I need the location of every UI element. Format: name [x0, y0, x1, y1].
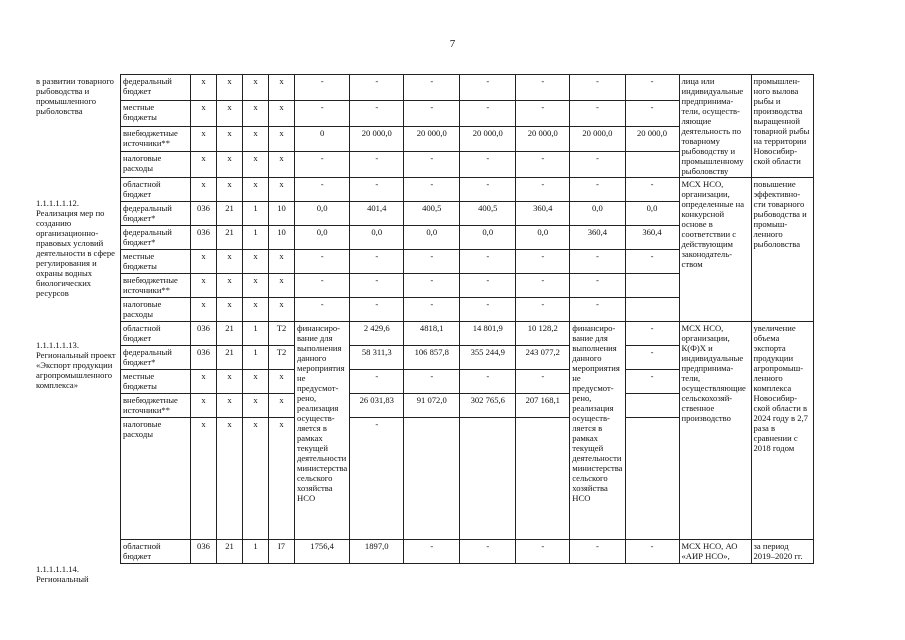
activity-cell: 1.1.1.1.1.13. Региональный проект «Экспорт продукции агропромышленного комплекса» — [36, 340, 116, 390]
value-cell: 20 000,0 — [570, 126, 625, 152]
value-cell: x — [217, 152, 243, 178]
value-cell: x — [269, 394, 295, 418]
value-cell: 400,5 — [404, 202, 460, 226]
value-cell: x — [269, 100, 295, 126]
value-cell: - — [295, 178, 350, 202]
value-cell: - — [625, 540, 679, 564]
value-cell: x — [217, 250, 243, 274]
value-cell: 1 — [243, 540, 269, 564]
value-cell — [625, 152, 679, 178]
value-cell: - — [350, 370, 404, 394]
result-cell: промышлен-ного вылова рыбы и производства выращенной товарной рыбы на территории Новосибир-ской области — [751, 75, 813, 178]
executor-cell: МСХ НСО, организации, К(Ф)Х и индивидуальные предпринима-тели, осуществляющие сельскохозяй-ственное производство — [679, 322, 751, 540]
value-cell: 4818,1 — [404, 322, 460, 346]
value-cell: 243 077,2 — [516, 346, 570, 370]
value-cell: x — [217, 126, 243, 152]
value-cell: 21 — [217, 322, 243, 346]
value-cell: - — [516, 152, 570, 178]
value-cell: 036 — [191, 202, 217, 226]
value-cell: - — [516, 178, 570, 202]
value-cell: - — [404, 274, 460, 298]
value-cell: x — [269, 298, 295, 322]
value-cell: - — [570, 298, 625, 322]
funding-source-cell: местные бюджеты — [121, 370, 191, 394]
value-cell: - — [570, 250, 625, 274]
value-cell: - — [404, 370, 460, 394]
funding-source-cell: налоговые расходы — [121, 418, 191, 540]
value-cell: x — [217, 178, 243, 202]
value-cell: - — [570, 152, 625, 178]
value-cell: 302 765,6 — [460, 394, 516, 418]
funding-source-cell: федеральный бюджет — [121, 75, 191, 101]
value-cell: - — [570, 274, 625, 298]
value-cell: x — [217, 418, 243, 540]
value-cell: - — [404, 100, 460, 126]
value-cell: 0,0 — [625, 202, 679, 226]
value-cell: - — [295, 152, 350, 178]
value-cell: x — [191, 100, 217, 126]
value-cell: - — [460, 250, 516, 274]
value-cell: - — [625, 322, 679, 346]
activity-cell: 1.1.1.1.1.14. Региональный — [36, 564, 89, 584]
value-cell: - — [516, 75, 570, 101]
funding-source-cell: налоговые расходы — [121, 298, 191, 322]
value-cell: 0,0 — [295, 226, 350, 250]
funding-source-cell: внебюджетные источники** — [121, 394, 191, 418]
table-row — [121, 75, 814, 101]
value-cell: 10 — [269, 226, 295, 250]
value-cell: - — [460, 100, 516, 126]
funding-source-cell: налоговые расходы — [121, 152, 191, 178]
value-cell: - — [295, 274, 350, 298]
value-cell: x — [243, 298, 269, 322]
value-cell: x — [191, 75, 217, 101]
value-cell: x — [191, 298, 217, 322]
value-cell: - — [404, 250, 460, 274]
value-cell: финансиро-вание для выполнения данного мероприятия не предусмот-рено, реализация осуществ-ляется в рамках текущей деятельности министерства сельского хозяйства НСО — [295, 322, 350, 540]
value-cell: 0,0 — [460, 226, 516, 250]
value-cell: 106 857,8 — [404, 346, 460, 370]
value-cell: x — [243, 178, 269, 202]
value-cell: x — [217, 75, 243, 101]
value-cell: 036 — [191, 226, 217, 250]
funding-source-cell: местные бюджеты — [121, 250, 191, 274]
value-cell: x — [269, 370, 295, 394]
page-number: 7 — [449, 38, 456, 50]
executor-cell: МСХ НСО, АО «АИР НСО», — [679, 540, 751, 564]
value-cell: - — [350, 250, 404, 274]
value-cell: - — [404, 75, 460, 101]
value-cell: 20 000,0 — [404, 126, 460, 152]
value-cell: 400,5 — [460, 202, 516, 226]
value-cell: 207 168,1 — [516, 394, 570, 418]
value-cell: 0,0 — [295, 202, 350, 226]
funding-source-cell: федеральный бюджет* — [121, 346, 191, 370]
value-cell: x — [269, 178, 295, 202]
value-cell: x — [243, 394, 269, 418]
result-cell: увеличение объема экспорта продукции агропромыш-ленного комплекса Новосибир-ской области в 2024 году в 2,7 раза в сравнении с 2018 годом — [751, 322, 813, 540]
value-cell — [625, 394, 679, 418]
value-cell: - — [404, 298, 460, 322]
value-cell: 2 429,6 — [350, 322, 404, 346]
executor-cell: МСХ НСО, организации, определенные на конкурсной основе в соответствии с действующим законодатель-ством — [679, 178, 751, 322]
value-cell: - — [460, 274, 516, 298]
value-cell: 1756,4 — [295, 540, 350, 564]
funding-source-cell: местные бюджеты — [121, 100, 191, 126]
value-cell: x — [269, 274, 295, 298]
table-row — [121, 178, 814, 202]
value-cell: x — [269, 126, 295, 152]
value-cell: 1 — [243, 226, 269, 250]
value-cell: x — [191, 152, 217, 178]
value-cell: 21 — [217, 226, 243, 250]
value-cell: x — [217, 100, 243, 126]
value-cell: - — [570, 100, 625, 126]
value-cell: x — [243, 75, 269, 101]
value-cell: - — [350, 274, 404, 298]
value-cell: - — [625, 100, 679, 126]
value-cell: 21 — [217, 540, 243, 564]
value-cell: - — [295, 250, 350, 274]
value-cell: I7 — [269, 540, 295, 564]
value-cell: - — [516, 298, 570, 322]
value-cell: 1897,0 — [350, 540, 404, 564]
value-cell: - — [295, 75, 350, 101]
value-cell: 036 — [191, 540, 217, 564]
result-cell: за период 2019–2020 гг. — [751, 540, 813, 564]
value-cell: 360,4 — [516, 202, 570, 226]
value-cell: 0 — [295, 126, 350, 152]
value-cell: 14 801,9 — [460, 322, 516, 346]
value-cell — [625, 298, 679, 322]
value-cell: x — [243, 152, 269, 178]
value-cell: - — [570, 540, 625, 564]
value-cell: x — [269, 418, 295, 540]
value-cell: 20 000,0 — [625, 126, 679, 152]
value-cell — [516, 418, 570, 540]
value-cell: - — [404, 152, 460, 178]
value-cell: x — [217, 274, 243, 298]
value-cell: 20 000,0 — [516, 126, 570, 152]
value-cell: x — [243, 100, 269, 126]
budget-table — [120, 74, 814, 564]
value-cell: - — [625, 250, 679, 274]
value-cell: - — [295, 298, 350, 322]
value-cell: - — [404, 540, 460, 564]
value-cell: - — [295, 100, 350, 126]
value-cell: 1 — [243, 202, 269, 226]
value-cell: - — [460, 298, 516, 322]
value-cell: x — [191, 178, 217, 202]
value-cell: - — [516, 274, 570, 298]
value-cell: 21 — [217, 202, 243, 226]
funding-source-cell: областной бюджет — [121, 178, 191, 202]
funding-source-cell: областной бюджет — [121, 322, 191, 346]
value-cell: финансиро-вание для выполнения данного мероприятия не предусмот-рено, реализация осуществ-ляется в рамках текущей деятельности министерства сельского хозяйства НСО — [570, 322, 625, 540]
value-cell: - — [625, 75, 679, 101]
value-cell: x — [217, 370, 243, 394]
value-cell: 401,4 — [350, 202, 404, 226]
value-cell: x — [191, 250, 217, 274]
value-cell: 0,0 — [570, 202, 625, 226]
value-cell: 58 311,3 — [350, 346, 404, 370]
value-cell: T2 — [269, 322, 295, 346]
value-cell: - — [350, 100, 404, 126]
value-cell: 360,4 — [625, 226, 679, 250]
table-row — [121, 540, 814, 564]
value-cell: - — [625, 370, 679, 394]
funding-source-cell: внебюджетные источники** — [121, 126, 191, 152]
value-cell — [404, 418, 460, 540]
value-cell: - — [625, 178, 679, 202]
value-cell: 91 072,0 — [404, 394, 460, 418]
funding-source-cell: областной бюджет — [121, 540, 191, 564]
value-cell: T2 — [269, 346, 295, 370]
value-cell: 036 — [191, 322, 217, 346]
value-cell: x — [191, 126, 217, 152]
value-cell: x — [243, 250, 269, 274]
activity-cell: в развитии товарного рыбоводства и промышленного рыболовства — [36, 76, 114, 116]
value-cell: 0,0 — [516, 226, 570, 250]
value-cell: x — [243, 126, 269, 152]
result-cell: повышение эффективно-сти товарного рыбоводства и промыш-ленного рыболовства — [751, 178, 813, 322]
value-cell: x — [243, 274, 269, 298]
value-cell: 1 — [243, 322, 269, 346]
value-cell: x — [217, 298, 243, 322]
value-cell: - — [570, 75, 625, 101]
value-cell: x — [243, 370, 269, 394]
value-cell: x — [191, 418, 217, 540]
value-cell: 20 000,0 — [350, 126, 404, 152]
value-cell: x — [269, 152, 295, 178]
value-cell: - — [625, 346, 679, 370]
value-cell: - — [460, 152, 516, 178]
value-cell: - — [404, 178, 460, 202]
value-cell: x — [243, 418, 269, 540]
value-cell: - — [460, 75, 516, 101]
value-cell: x — [191, 370, 217, 394]
value-cell: - — [516, 370, 570, 394]
value-cell: 0,0 — [404, 226, 460, 250]
value-cell: - — [516, 250, 570, 274]
activity-cell: 1.1.1.1.1.12. Реализация мер по созданию организационно-правовых условий деятельности в сфере регулирования и охраны водных биологических ресурсов — [36, 198, 115, 298]
value-cell: - — [350, 178, 404, 202]
value-cell: 10 — [269, 202, 295, 226]
value-cell: 1 — [243, 346, 269, 370]
funding-source-cell: федеральный бюджет* — [121, 202, 191, 226]
value-cell: x — [191, 274, 217, 298]
value-cell: - — [460, 540, 516, 564]
value-cell: - — [516, 540, 570, 564]
value-cell: - — [350, 298, 404, 322]
value-cell: - — [460, 178, 516, 202]
executor-cell: лица или индивидуальные предпринима-тели, осуществ-ляющие деятельность по товарному рыбоводству и промышленному рыболовству — [679, 75, 751, 178]
value-cell: 20 000,0 — [460, 126, 516, 152]
value-cell: 21 — [217, 346, 243, 370]
funding-source-cell: внебюджетные источники** — [121, 274, 191, 298]
value-cell: 26 031,83 — [350, 394, 404, 418]
value-cell: 360,4 — [570, 226, 625, 250]
value-cell: 0,0 — [350, 226, 404, 250]
value-cell — [625, 274, 679, 298]
value-cell: - — [350, 152, 404, 178]
value-cell: - — [350, 75, 404, 101]
value-cell: x — [269, 75, 295, 101]
value-cell: 036 — [191, 346, 217, 370]
value-cell: x — [191, 394, 217, 418]
value-cell: 355 244,9 — [460, 346, 516, 370]
value-cell: - — [516, 100, 570, 126]
value-cell: x — [217, 394, 243, 418]
value-cell: - — [460, 370, 516, 394]
table-row — [121, 322, 814, 346]
value-cell — [460, 418, 516, 540]
value-cell: - — [350, 418, 404, 540]
value-cell: - — [570, 178, 625, 202]
value-cell — [625, 418, 679, 540]
funding-source-cell: федеральный бюджет* — [121, 226, 191, 250]
value-cell: 10 128,2 — [516, 322, 570, 346]
value-cell: x — [269, 250, 295, 274]
